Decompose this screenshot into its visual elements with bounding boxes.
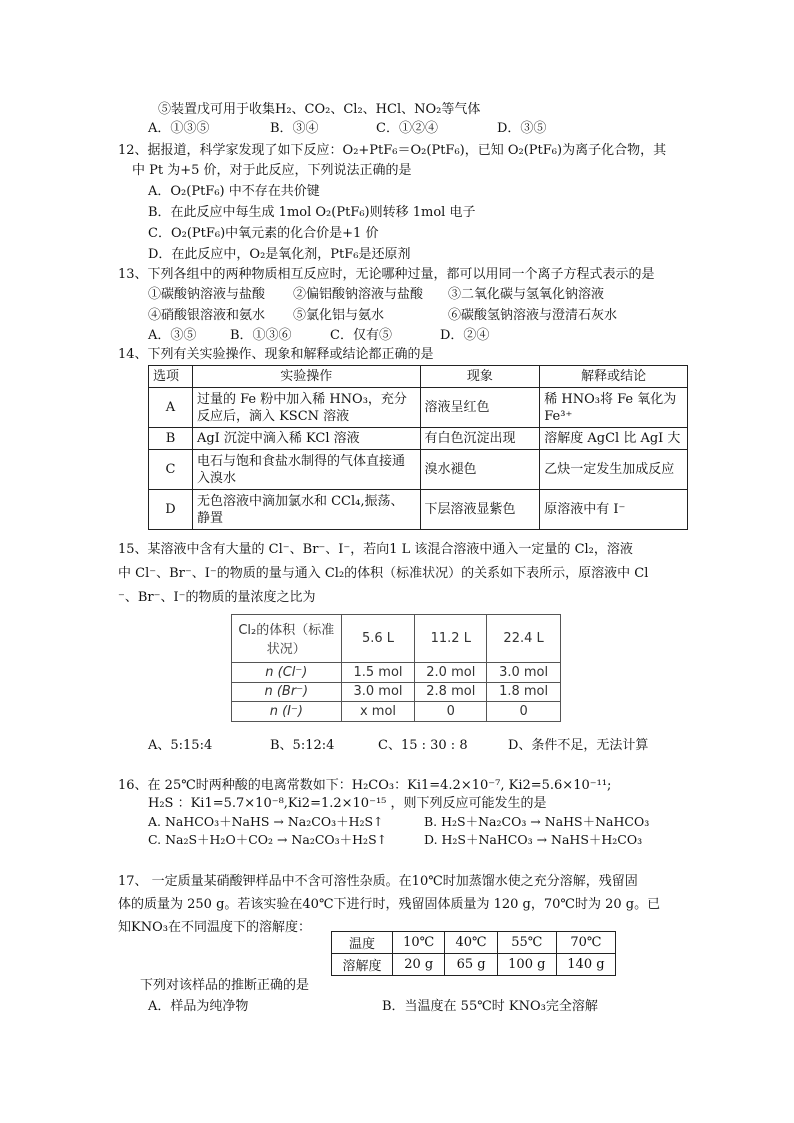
q14-row-phenomenon: 下层溶液显紫色 <box>420 490 540 530</box>
q11-option-d: D．③⑤ <box>497 121 547 136</box>
q15-header-volume: Cl₂的体积（标准状况） <box>232 615 342 663</box>
q14-row-phenomenon: 溴水褪色 <box>420 450 540 490</box>
q16-stem-line1: 16、在 25℃时两种酸的电离常数如下：H₂CO₃：Ki1=4.2×10⁻⁷, Ki2=5.6×10⁻¹¹; <box>118 778 612 793</box>
q17-table <box>331 931 616 976</box>
q12-option-b: B．在此反应中每生成 1mol O₂(PtF₆)则转移 1mol 电子 <box>148 205 476 220</box>
q13-item3: ③二氧化碳与氢氧化钠溶液 <box>448 287 605 302</box>
q15-header-col: 11.2 L <box>415 615 487 663</box>
q15-cell: 2.0 mol <box>415 662 487 682</box>
q17-cell: 140 g <box>556 954 615 976</box>
q14-row-operation: 无色溶液中滴加氯水和 CCl₄,振荡、静置 <box>192 490 420 530</box>
q12-option-a: A．O₂(PtF₆) 中不存在共价键 <box>148 184 320 199</box>
table-row <box>149 428 688 450</box>
q17-cell: 20 g <box>393 954 445 976</box>
q14-row-label: A <box>149 388 193 428</box>
q15-option-b: B、5:12:4 <box>270 738 335 753</box>
q12-stem-line1: 12、据报道，科学家发现了如下反应：O₂+PtF₆＝O₂(PtF₆)，已知 O₂(PtF₆)为离子化合物，其 <box>118 143 667 158</box>
q15-header-col: 5.6 L <box>341 615 415 663</box>
q13-item2: ②偏铝酸钠溶液与盐酸 <box>293 287 424 302</box>
q17-header-row <box>332 932 616 954</box>
q13-item6: ⑥碳酸氢钠溶液与澄清石灰水 <box>448 308 618 323</box>
q16-option-c: C. Na₂S＋H₂O＋CO₂ → Na₂CO₃＋H₂S↑ <box>148 832 388 847</box>
q15-stem-line1: 15、某溶液中含有大量的 Cl⁻、Br⁻、I⁻，若向1 L 该混合溶液中通入一定量的 Cl₂，溶液 <box>118 542 633 557</box>
q15-row-label: n (Br⁻) <box>232 682 342 702</box>
q15-header-row <box>232 615 561 663</box>
q15-cell: 1.5 mol <box>341 662 415 682</box>
q17-header-col: 70℃ <box>556 932 615 954</box>
q17-stem-line2: 体的质量为 250 g。若该实验在40℃下进行时，残留固体质量为 120 g，70℃时为 20 g。已 <box>118 897 661 912</box>
q17-cell: 100 g <box>497 954 556 976</box>
table-row <box>232 682 561 702</box>
q15-cell: 0 <box>415 702 487 722</box>
q15-cell: 3.0 mol <box>487 662 561 682</box>
q14-row-phenomenon: 有白色沉淀出现 <box>420 428 540 450</box>
q14-row-conclusion: 稀 HNO₃将 Fe 氧化为 Fe³⁺ <box>540 388 688 428</box>
table-row <box>149 490 688 530</box>
table-row <box>332 954 616 976</box>
q13-item5: ⑤氯化铝与氨水 <box>293 308 385 323</box>
q17-header-col: 40℃ <box>445 932 497 954</box>
q12-option-c: C．O₂(PtF₆)中氧元素的化合价是+1 价 <box>148 226 379 241</box>
q13-option-b: B．①③⑥ <box>230 328 292 343</box>
q13-option-c: C．仅有⑤ <box>330 328 392 343</box>
q15-cell: 2.8 mol <box>415 682 487 702</box>
q16-option-b: B. H₂S＋Na₂CO₃ → NaHS＋NaHCO₃ <box>424 814 650 829</box>
q16-option-a: A. NaHCO₃＋NaHS → Na₂CO₃＋H₂S↑ <box>148 814 384 829</box>
q17-option-a: A．样品为纯净物 <box>148 999 249 1014</box>
q14-row-phenomenon: 溶液呈红色 <box>420 388 540 428</box>
q13-option-d: D．②④ <box>440 328 490 343</box>
q17-row-label: 溶解度 <box>332 954 393 976</box>
q11-item5: ⑤装置戊可用于收集H₂、CO₂、Cl₂、HCl、NO₂等气体 <box>158 102 481 117</box>
table-row <box>149 450 688 490</box>
q14-stem: 14、下列有关实验操作、现象和解释或结论都正确的是 <box>118 347 434 362</box>
q14-table <box>148 365 688 530</box>
q14-header-option: 选项 <box>149 366 193 388</box>
q17-header-label: 温度 <box>332 932 393 954</box>
table-row <box>149 388 688 428</box>
q14-row-operation: AgI 沉淀中滴入稀 KCl 溶液 <box>192 428 420 450</box>
q15-option-c: C、15 : 30 : 8 <box>378 738 468 753</box>
q11-option-a: A．①③⑤ <box>148 121 210 136</box>
q15-row-label: n (I⁻) <box>232 702 342 722</box>
q15-option-a: A、5:15:4 <box>148 738 213 753</box>
q14-header-operation: 实验操作 <box>192 366 420 388</box>
q14-row-operation: 电石与饱和食盐水制得的气体直接通入溴水 <box>192 450 420 490</box>
q13-item4: ④硝酸银溶液和氨水 <box>148 308 266 323</box>
q16-stem-line2: H₂S ：Ki1=5.7×10⁻⁸,Ki2=1.2×10⁻¹⁵ ，则下列反应可能发生的是 <box>148 796 547 811</box>
q15-stem-line2: 中 Cl⁻、Br⁻、I⁻的物质的量与通入 Cl₂的体积（标准状况）的关系如下表所示，原溶液中 Cl <box>118 566 649 581</box>
q15-cell: 1.8 mol <box>487 682 561 702</box>
q12-stem-line2: 中 Pt 为+5 价，对于此反应，下列说法正确的是 <box>132 163 412 178</box>
q14-row-label: B <box>149 428 193 450</box>
q11-option-b: B．③④ <box>270 121 319 136</box>
q15-stem-line3: ⁻、Br⁻、I⁻的物质的量浓度之比为 <box>118 590 316 605</box>
q14-header-row <box>149 366 688 388</box>
q15-header-col: 22.4 L <box>487 615 561 663</box>
q12-option-d: D．在此反应中，O₂是氧化剂，PtF₆是还原剂 <box>148 247 411 262</box>
q15-cell: x mol <box>341 702 415 722</box>
q14-row-conclusion: 乙炔一定发生加成反应 <box>540 450 688 490</box>
q15-table <box>231 614 561 722</box>
q17-stem-line1: 17、 一定质量某硝酸钾样品中不含可溶性杂质。在10℃时加蒸馏水使之充分溶解，残留固 <box>118 874 638 889</box>
q14-row-conclusion: 溶解度 AgCl 比 AgI 大 <box>540 428 688 450</box>
q15-cell: 3.0 mol <box>341 682 415 702</box>
q15-cell: 0 <box>487 702 561 722</box>
q16-option-d: D. H₂S＋NaHCO₃ → NaHS＋H₂CO₃ <box>424 832 643 847</box>
q17-header-col: 10℃ <box>393 932 445 954</box>
q15-row-label: n (Cl⁻) <box>232 662 342 682</box>
q11-option-c: C．①②④ <box>376 121 438 136</box>
q17-option-b: B．当温度在 55℃时 KNO₃完全溶解 <box>382 999 598 1014</box>
table-row <box>232 662 561 682</box>
q14-header-phenomenon: 现象 <box>420 366 540 388</box>
table-row <box>232 702 561 722</box>
q14-row-conclusion: 原溶液中有 I⁻ <box>540 490 688 530</box>
q14-row-label: D <box>149 490 193 530</box>
q13-option-a: A．③⑤ <box>148 328 197 343</box>
q14-row-operation: 过量的 Fe 粉中加入稀 HNO₃，充分反应后，滴入 KSCN 溶液 <box>192 388 420 428</box>
q15-option-d: D、条件不足，无法计算 <box>508 738 649 753</box>
q13-item1: ①碳酸钠溶液与盐酸 <box>148 287 266 302</box>
q14-header-conclusion: 解释或结论 <box>540 366 688 388</box>
q17-question: 下列对该样品的推断正确的是 <box>140 978 310 993</box>
q17-header-col: 55℃ <box>497 932 556 954</box>
q17-cell: 65 g <box>445 954 497 976</box>
q17-stem-line3: 知KNO₃在不同温度下的溶解度： <box>118 920 311 935</box>
q14-row-label: C <box>149 450 193 490</box>
q13-stem: 13、下列各组中的两种物质相互反应时，无论哪种过量，都可以用同一个离子方程式表示的是 <box>118 267 655 282</box>
